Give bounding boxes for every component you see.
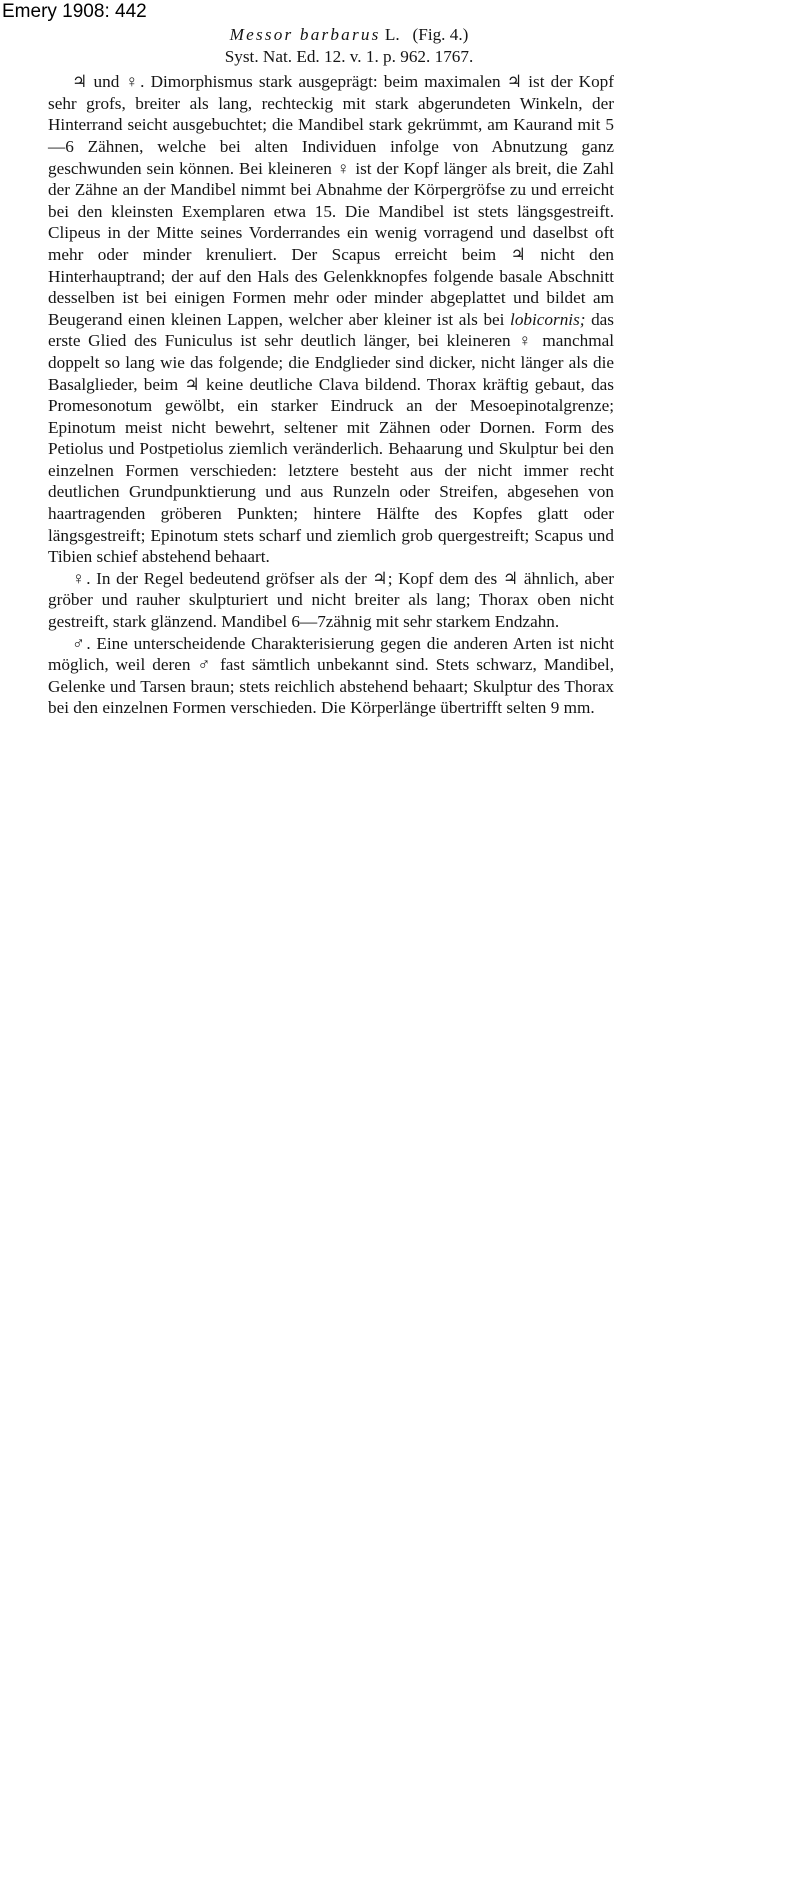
worker-description <box>48 71 614 568</box>
male-description: ♂. Eine unterscheidende Charakterisierung gegen die anderen Arten ist nicht möglich, weil deren ♂ fast sämtlich unbekannt sind. Stets schwarz, Mandibel, Gelenke und Tarsen braun; stets reichlich abstehend behaart; Skulptur des Thorax bei den einzelnen Formen verschieden. Die Körperlänge übertrifft selten 9 mm. <box>48 633 614 718</box>
worker-text-continued: das erste Glied des Funiculus ist sehr deutlich länger, bei kleineren ♀ manchmal doppelt so lang wie das folgende; die Endglieder sind dicker, nicht länger als die Basalglieder, beim ♃ keine deutliche Clava bildend. Thorax kräftig gebaut, das Promesonotum gewölbt, ein starker Eindruck an der Mesoepinotalgrenze; Epinotum meist nicht bewehrt, seltener mit Zähnen oder Dornen. Form des Petiolus und Postpetiolus ziemlich veränderlich. Behaarung und Skulptur bei den einzelnen Formen verschieden: letztere besteht aus der nicht immer recht deutlichen Grundpunktierung und aus Runzeln oder Streifen, abgesehen von haartragenden gröberen Punkten; hintere Hälfte des Kopfes glatt oder längsgestreift; Epinotum stets scharf und ziemlich grob quergestreift; Scapus und Tibien schief abstehend behaart. <box>48 309 614 567</box>
lobicornis-reference: lobicornis; <box>510 309 586 329</box>
species-name: Messor barbarus <box>229 25 381 44</box>
species-title <box>48 24 614 46</box>
document-page <box>48 24 614 719</box>
species-author: L. <box>384 25 400 44</box>
queen-description: ♀. In der Regel bedeutend gröfser als der ♃; Kopf dem des ♃ ähnlich, aber gröber und rauher skulpturiert und nicht breiter als lang; Thorax oben nicht gestreift, stark glänzend. Mandibel 6—7zähnig mit sehr starkem Endzahn. <box>48 568 614 632</box>
species-citation: Syst. Nat. Ed. 12. v. 1. p. 962. 1767. <box>224 46 474 66</box>
figure-reference: (Fig. 4.) <box>412 25 469 44</box>
worker-text: ♃ und ♀. Dimorphismus stark ausgeprägt: beim maximalen ♃ ist der Kopf sehr grofs, breiter als lang, rechteckig mit stark abgerundeten Winkeln, der Hinterrand seicht ausgebuchtet; die Mandibel stark gekrümmt, am Kaurand mit 5—6 Zähnen, welche bei alten Individuen infolge von Abnutzung ganz geschwunden sein können. Bei kleineren ♀ ist der Kopf länger als breit, die Zahl der Zähne an der Mandibel nimmt bei Abnahme der Körpergröfse zu und erreicht bei den kleinsten Exemplaren etwa 15. Die Mandibel ist stets längsgestreift. Clipeus in der Mitte seines Vorderrandes ein wenig vorragend und daselbst oft mehr oder minder krenuliert. Der Scapus erreicht beim ♃ nicht den Hinterhauptrand; der auf den Hals des Gelenkknopfes folgende basale Abschnitt desselben ist bei einigen Formen mehr oder minder abgeplattet und bildet am Beugerand einen kleinen Lappen, welcher aber kleiner ist als bei <box>48 72 614 329</box>
page-reference-label: Emery 1908: 442 <box>2 1 147 22</box>
